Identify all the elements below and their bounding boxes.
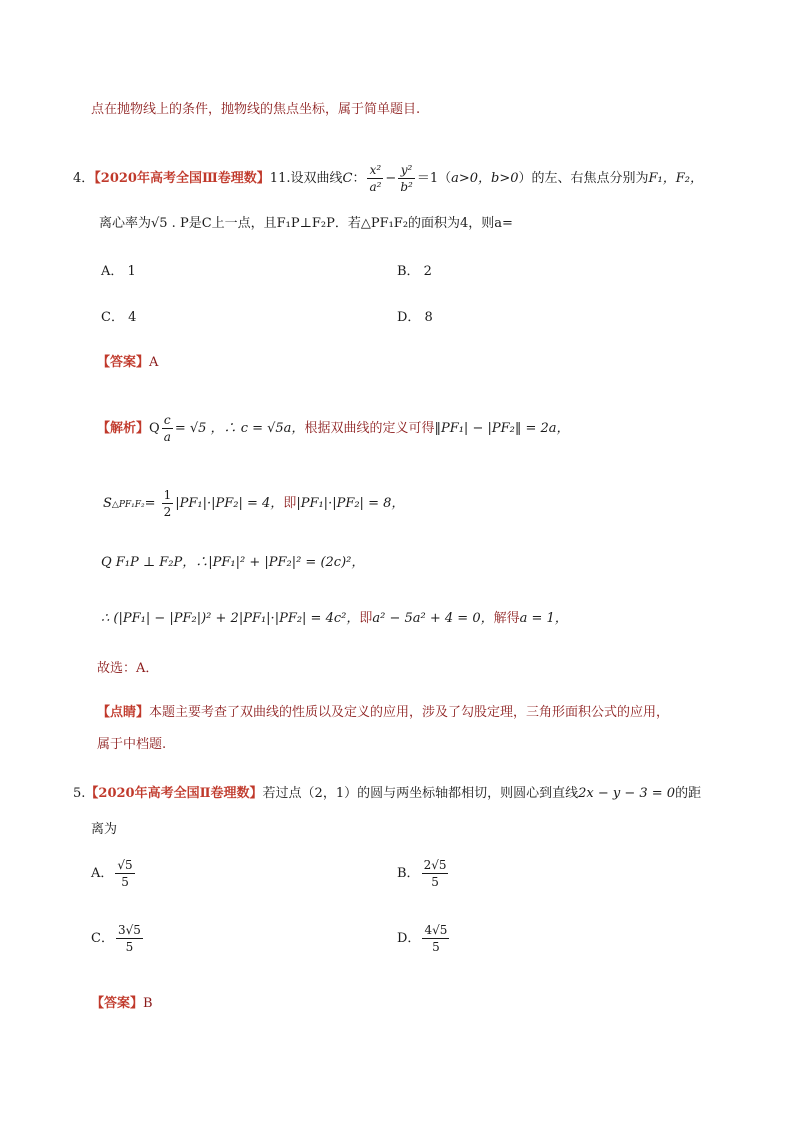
q4-analysis-line1: [97, 413, 570, 444]
q4-curve-c: C: [342, 171, 353, 186]
q4-analysis-l1d: ‖PF₁| − |PF₂‖ = 2a，: [434, 421, 570, 436]
q5-option-a-den: 5: [121, 875, 129, 889]
q5-option-b-den: 5: [431, 875, 439, 889]
q5-option-c: [91, 923, 145, 954]
q4-analysis-line3: Q F₁P ⊥ F₂P，∴|PF₁|² + |PF₂|² = (2c)²，: [101, 555, 365, 570]
q4-analysis-l4b: 即: [359, 611, 373, 626]
q5-option-d-frac: [422, 923, 449, 954]
q4-analysis-l1c: 根据双曲线的定义可得: [304, 421, 435, 436]
q4-comment-tag: 【点睛】: [97, 705, 150, 720]
q5-answer-tag: 【答案】: [91, 996, 144, 1011]
q5-stem-b: 的距: [675, 786, 702, 801]
q5-line1: [73, 787, 701, 800]
q4-frac-x: $\frac{\text{x²}}{\text{a²}}$: [369, 163, 382, 194]
q4-comment-line2: 属于中档题.: [97, 737, 167, 752]
q5-line2: 离为: [91, 822, 118, 837]
q4-answer-tag: 【答案】: [97, 355, 150, 370]
q5-option-a: [91, 858, 137, 889]
q5-answer-value: B: [143, 996, 153, 1011]
q4-analysis-line2: [103, 488, 404, 519]
q5-option-a-num: √5: [117, 858, 133, 872]
q5-option-d: [397, 923, 451, 954]
q4-stem-a: 11.设双曲线: [269, 171, 343, 186]
q4-analysis-line4: [101, 612, 568, 625]
q4-analysis-l2e: 即: [283, 496, 297, 511]
q4-number: 4．: [73, 171, 95, 186]
q4-analysis-l4d: 解得: [493, 611, 520, 626]
q5-line-equation: 2x − y − 3 = 0: [578, 786, 676, 801]
q4-frac-y: $\frac{\text{y²}}{\text{b²}}$: [400, 163, 413, 194]
q4-analysis-tag: 【解析】: [97, 421, 150, 436]
q5-option-c-num: 3√5: [117, 923, 141, 937]
q4-comment-text: 本题主要考查了双曲线的性质以及定义的应用，涉及了勾股定理，三角形面积公式的应用，: [149, 705, 670, 720]
q5-option-a-frac: [115, 858, 134, 889]
q4-analysis-l2f: |PF₁|·|PF₂| = 8，: [296, 496, 405, 511]
q4-answer: [97, 356, 158, 369]
q5-option-b: [397, 858, 450, 889]
q4-stem-c: ）的左、右焦点分别为: [518, 171, 649, 186]
q4-conclusion: 故选：A．: [97, 661, 159, 676]
q4-analysis-l4c: a² − 5a² + 4 = 0，: [372, 611, 494, 626]
q4-source: 【2020年高考全国Ⅲ卷理数】: [94, 171, 270, 186]
q4-option-a: A． 1: [101, 264, 136, 279]
q5-number: 5.: [73, 786, 86, 801]
q5-option-d-den: 5: [432, 940, 440, 954]
q5-source: 【2020年高考全国Ⅱ卷理数】: [85, 786, 263, 801]
q4-frac-ca: $\frac{c}{a}$: [163, 413, 171, 444]
q5-option-c-den: 5: [125, 940, 134, 954]
q4-comment-line1: [97, 706, 669, 719]
q5-option-d-label: D．: [397, 931, 421, 946]
q5-answer: [91, 997, 153, 1010]
q4-analysis-l4a: ∴ (|PF₁| − |PF₂|)² + 2|PF₁|·|PF₂| = 4c²，: [101, 611, 360, 626]
q4-analysis-s: S: [103, 496, 112, 511]
q4-stem-b: ＝1（: [416, 171, 452, 186]
q4-analysis-l4e: a = 1，: [519, 611, 568, 626]
q4-option-d: D． 8: [397, 310, 433, 325]
q4-analysis-s-sub: △PF₁F₂: [111, 500, 145, 510]
q5-option-b-frac: [422, 858, 449, 889]
q4-analysis-l1b: = √5 ，∴ c = √5a，: [174, 421, 305, 436]
q5-option-d-num: 4√5: [424, 923, 448, 937]
q4-analysis-since: Q: [149, 421, 160, 436]
q5-option-c-label: C．: [91, 931, 114, 946]
q4-frac-half: $\frac{1}{2}$: [163, 488, 172, 519]
q4-cond: a>0，b>0: [451, 171, 519, 186]
q4-answer-value: A: [149, 355, 159, 370]
q5-stem-a: 若过点（2，1）的圆与两坐标轴都相切，则圆心到直线: [262, 786, 579, 801]
q5-option-b-num: 2√5: [423, 858, 447, 872]
q4-line2: 离心率为√5 . P是C上一点，且F₁P⊥F₂P．若△PF₁F₂的面积为4，则a=: [99, 216, 513, 231]
q5-option-a-label: A．: [91, 866, 114, 881]
q5-option-b-label: B．: [397, 866, 420, 881]
q4-analysis-eq: =: [144, 496, 160, 511]
q5-option-c-frac: [116, 923, 143, 954]
q4-option-c: C． 4: [101, 310, 137, 325]
q4-line1: 4．【2020年高考全国Ⅲ卷理数】11.设双曲线C： $\frac{\text{x²}}{\text{a²}}$ − $\frac{\text{y²}}{\text{b²}}$ ＝1（a>0，b>0）的左、右焦点分别为F₁，F₂，: [73, 163, 703, 194]
q4-analysis-l2d: |PF₁|·|PF₂| = 4，: [175, 496, 284, 511]
q4-foci: F₁，F₂，: [648, 171, 703, 186]
intro-line: 点在抛物线上的条件，抛物线的焦点坐标，属于简单题目.: [91, 102, 421, 117]
q4-option-b: B． 2: [397, 264, 432, 279]
